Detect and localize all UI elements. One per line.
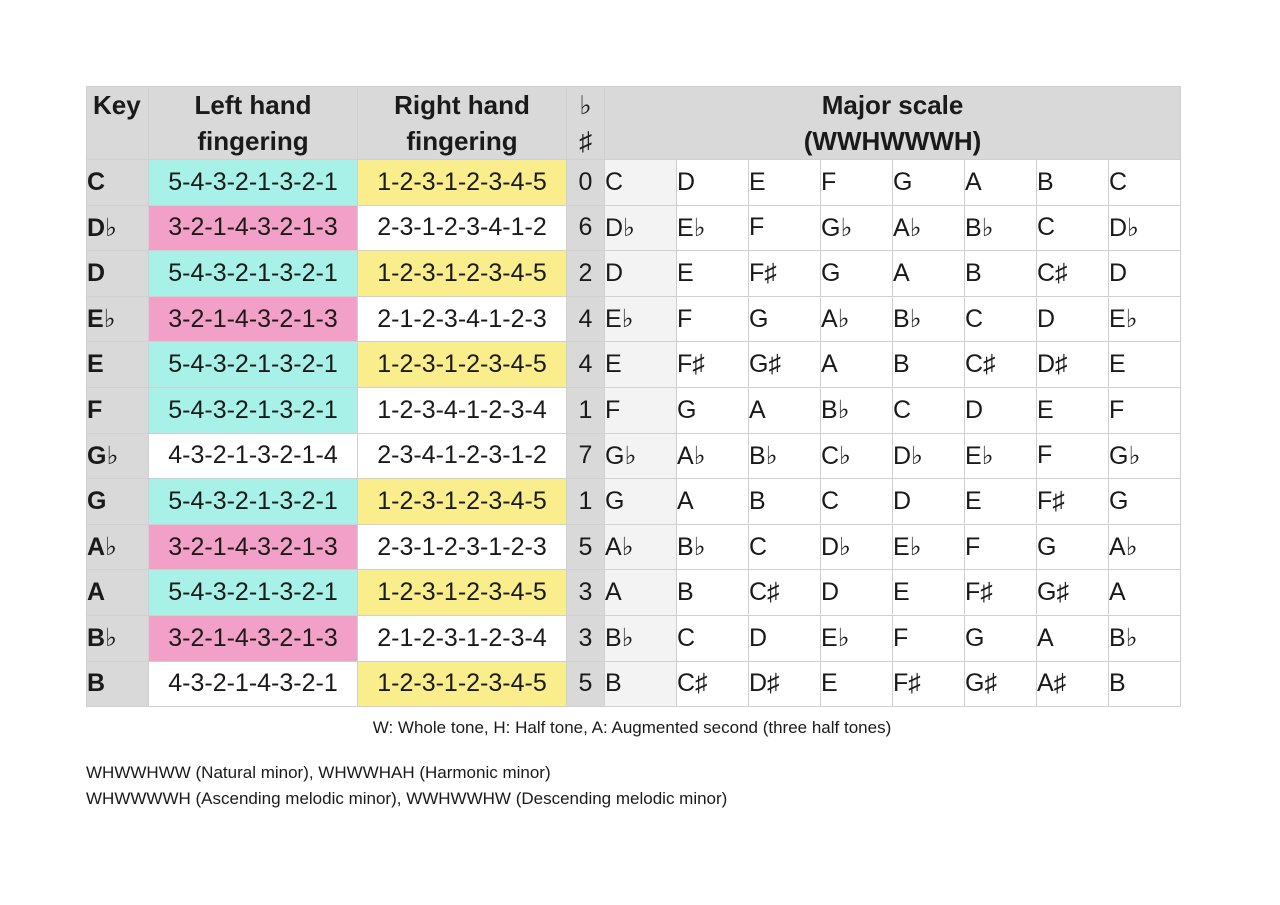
right-hand-fingering-cell: 2-1-2-3-1-2-3-4 [358,615,567,661]
scale-note-cell: E [605,342,677,388]
scale-note-cell: D [821,570,893,616]
scale-note-cell: F♯ [749,251,821,297]
key-cell: D [87,251,149,297]
scale-note-cell: F [1109,387,1181,433]
left-hand-fingering-cell: 5-4-3-2-1-3-2-1 [149,387,358,433]
right-hand-fingering-cell: 1-2-3-4-1-2-3-4 [358,387,567,433]
scale-note-cell: E♭ [821,615,893,661]
scale-note-cell: F [677,296,749,342]
accidental-count-cell: 5 [567,524,605,570]
scale-note-cell: B [893,342,965,388]
legend-caption: W: Whole tone, H: Half tone, A: Augmented second (three half tones) [372,718,892,737]
scale-note-cell: B♭ [605,615,677,661]
scale-note-cell: D [1109,251,1181,297]
scale-note-cell: A [893,251,965,297]
scale-note-cell: A♭ [893,205,965,251]
table-row [87,615,1181,661]
left-hand-fingering-cell: 5-4-3-2-1-3-2-1 [149,160,358,206]
scale-note-cell: E [893,570,965,616]
scale-note-cell: B [965,251,1037,297]
accidental-count-cell: 3 [567,570,605,616]
scale-note-cell: E♭ [893,524,965,570]
scale-note-cell: G♯ [1037,570,1109,616]
scale-note-cell: D [677,160,749,206]
scale-note-cell: G♯ [965,661,1037,707]
key-cell: G [87,479,149,525]
scale-note-cell: F♯ [677,342,749,388]
scale-note-cell: F [1037,433,1109,479]
scale-note-cell: E♭ [677,205,749,251]
scale-note-cell: G♭ [605,433,677,479]
left-hand-fingering-cell: 5-4-3-2-1-3-2-1 [149,570,358,616]
scale-note-cell: D [749,615,821,661]
scale-note-cell: A♯ [1037,661,1109,707]
scale-note-cell: E [965,479,1037,525]
scale-note-cell: F [965,524,1037,570]
scale-note-cell: D♭ [1109,205,1181,251]
right-hand-fingering-header: Right hand fingering [358,87,567,160]
scale-note-cell: B♭ [965,205,1037,251]
scale-note-cell: B♭ [749,433,821,479]
right-hand-fingering-cell: 2-3-1-2-3-4-1-2 [358,205,567,251]
scale-note-cell: D♭ [821,524,893,570]
table-row [87,661,1181,707]
scale-note-cell: G [749,296,821,342]
left-hand-fingering-cell: 4-3-2-1-4-3-2-1 [149,661,358,707]
right-hand-fingering-cell: 1-2-3-1-2-3-4-5 [358,160,567,206]
left-hand-fingering-cell: 5-4-3-2-1-3-2-1 [149,251,358,297]
accidental-count-cell: 0 [567,160,605,206]
scale-note-cell: C [965,296,1037,342]
accidental-count-cell: 5 [567,661,605,707]
scale-note-cell: A [821,342,893,388]
key-column-header: Key [87,87,149,160]
accidental-count-cell: 3 [567,615,605,661]
scale-note-cell: F [821,160,893,206]
scale-note-cell: C♭ [821,433,893,479]
table-row [87,387,1181,433]
table-row [87,570,1181,616]
left-hand-fingering-cell: 5-4-3-2-1-3-2-1 [149,342,358,388]
key-cell: A [87,570,149,616]
minor-modes-line-2: WHWWWWH (Ascending melodic minor), WWHWWHW (Descending melodic minor) [86,789,728,808]
right-hand-fingering-cell: 2-3-4-1-2-3-1-2 [358,433,567,479]
accidental-count-cell: 4 [567,296,605,342]
scale-note-cell: G [965,615,1037,661]
minor-modes-line-1: WHWWHWW (Natural minor), WHWWHAH (Harmonic minor) [86,763,551,782]
scale-note-cell: A [1109,570,1181,616]
table-row [87,296,1181,342]
accidental-count-cell: 1 [567,387,605,433]
accidental-count-cell: 1 [567,479,605,525]
scale-note-cell: D [893,479,965,525]
scale-note-cell: A♭ [821,296,893,342]
scale-note-cell: D♭ [893,433,965,479]
scale-note-cell: B♭ [821,387,893,433]
table-row [87,433,1181,479]
scale-note-cell: G♭ [1109,433,1181,479]
right-hand-fingering-cell: 1-2-3-1-2-3-4-5 [358,251,567,297]
scale-note-cell: A♭ [677,433,749,479]
table-header-row [87,87,1181,160]
scale-note-cell: E [677,251,749,297]
scale-note-cell: A [605,570,677,616]
scale-note-cell: G [893,160,965,206]
scale-note-cell: C♯ [677,661,749,707]
accidentals-header: ♭ ♯ [567,87,605,160]
scale-fingering-table [86,86,1181,707]
scale-note-cell: G♭ [821,205,893,251]
scale-note-cell: F♯ [1037,479,1109,525]
scale-note-cell: C [677,615,749,661]
right-hand-fingering-cell: 1-2-3-1-2-3-4-5 [358,570,567,616]
scale-note-cell: D [965,387,1037,433]
scale-note-cell: A♭ [605,524,677,570]
key-cell: D♭ [87,205,149,251]
scale-note-cell: B♭ [1109,615,1181,661]
scale-note-cell: B♭ [893,296,965,342]
scale-note-cell: C [749,524,821,570]
scale-note-cell: C [605,160,677,206]
scale-note-cell: G [1037,524,1109,570]
key-cell: E [87,342,149,388]
scale-note-cell: G [1109,479,1181,525]
table-row [87,205,1181,251]
left-hand-fingering-cell: 3-2-1-4-3-2-1-3 [149,615,358,661]
scale-note-cell: A [749,387,821,433]
scale-note-cell: F [749,205,821,251]
scale-note-cell: D [605,251,677,297]
left-hand-fingering-cell: 3-2-1-4-3-2-1-3 [149,524,358,570]
right-hand-fingering-cell: 2-1-2-3-4-1-2-3 [358,296,567,342]
key-cell: B♭ [87,615,149,661]
left-hand-fingering-cell: 3-2-1-4-3-2-1-3 [149,205,358,251]
major-scale-header: Major scale (WWHWWWH) [605,87,1181,160]
scale-note-cell: B [677,570,749,616]
scale-note-cell: E [749,160,821,206]
scale-note-cell: E [1037,387,1109,433]
right-hand-fingering-cell: 2-3-1-2-3-1-2-3 [358,524,567,570]
key-cell: C [87,160,149,206]
scale-note-cell: G [677,387,749,433]
scale-note-cell: A♭ [1109,524,1181,570]
scale-note-cell: B♭ [677,524,749,570]
scale-note-cell: F♯ [965,570,1037,616]
scale-note-cell: C [821,479,893,525]
accidental-count-cell: 4 [567,342,605,388]
scale-note-cell: G♯ [749,342,821,388]
accidental-count-cell: 6 [567,205,605,251]
scale-note-cell: B [605,661,677,707]
scale-note-cell: C [1109,160,1181,206]
scale-note-cell: C♯ [965,342,1037,388]
left-hand-fingering-cell: 5-4-3-2-1-3-2-1 [149,479,358,525]
key-cell: E♭ [87,296,149,342]
scale-note-cell: A [677,479,749,525]
accidental-count-cell: 7 [567,433,605,479]
scale-note-cell: D♭ [605,205,677,251]
key-cell: B [87,661,149,707]
table-row [87,251,1181,297]
right-hand-fingering-cell: 1-2-3-1-2-3-4-5 [358,661,567,707]
scale-note-cell: D♯ [1037,342,1109,388]
scale-note-cell: A [1037,615,1109,661]
scale-note-cell: F♯ [893,661,965,707]
scale-note-cell: B [1037,160,1109,206]
scale-note-cell: B [749,479,821,525]
table-row [87,160,1181,206]
table-row [87,342,1181,388]
table-row [87,524,1181,570]
right-hand-fingering-cell: 1-2-3-1-2-3-4-5 [358,479,567,525]
scale-note-cell: E [1109,342,1181,388]
scale-note-cell: E [821,661,893,707]
scale-note-cell: F [893,615,965,661]
scale-note-cell: D♯ [749,661,821,707]
scale-note-cell: C♯ [1037,251,1109,297]
scale-note-cell: E♭ [605,296,677,342]
scale-note-cell: C [1037,205,1109,251]
scale-note-cell: E♭ [1109,296,1181,342]
scale-note-cell: E♭ [965,433,1037,479]
scale-note-cell: C [893,387,965,433]
key-cell: F [87,387,149,433]
accidental-count-cell: 2 [567,251,605,297]
key-cell: G♭ [87,433,149,479]
left-hand-fingering-header: Left hand fingering [149,87,358,160]
table-row [87,479,1181,525]
right-hand-fingering-cell: 1-2-3-1-2-3-4-5 [358,342,567,388]
scale-note-cell: D [1037,296,1109,342]
scale-note-cell: B [1109,661,1181,707]
scale-note-cell: G [821,251,893,297]
scale-note-cell: F [605,387,677,433]
left-hand-fingering-cell: 3-2-1-4-3-2-1-3 [149,296,358,342]
key-cell: A♭ [87,524,149,570]
scale-note-cell: A [965,160,1037,206]
scale-note-cell: G [605,479,677,525]
left-hand-fingering-cell: 4-3-2-1-3-2-1-4 [149,433,358,479]
scale-note-cell: C♯ [749,570,821,616]
